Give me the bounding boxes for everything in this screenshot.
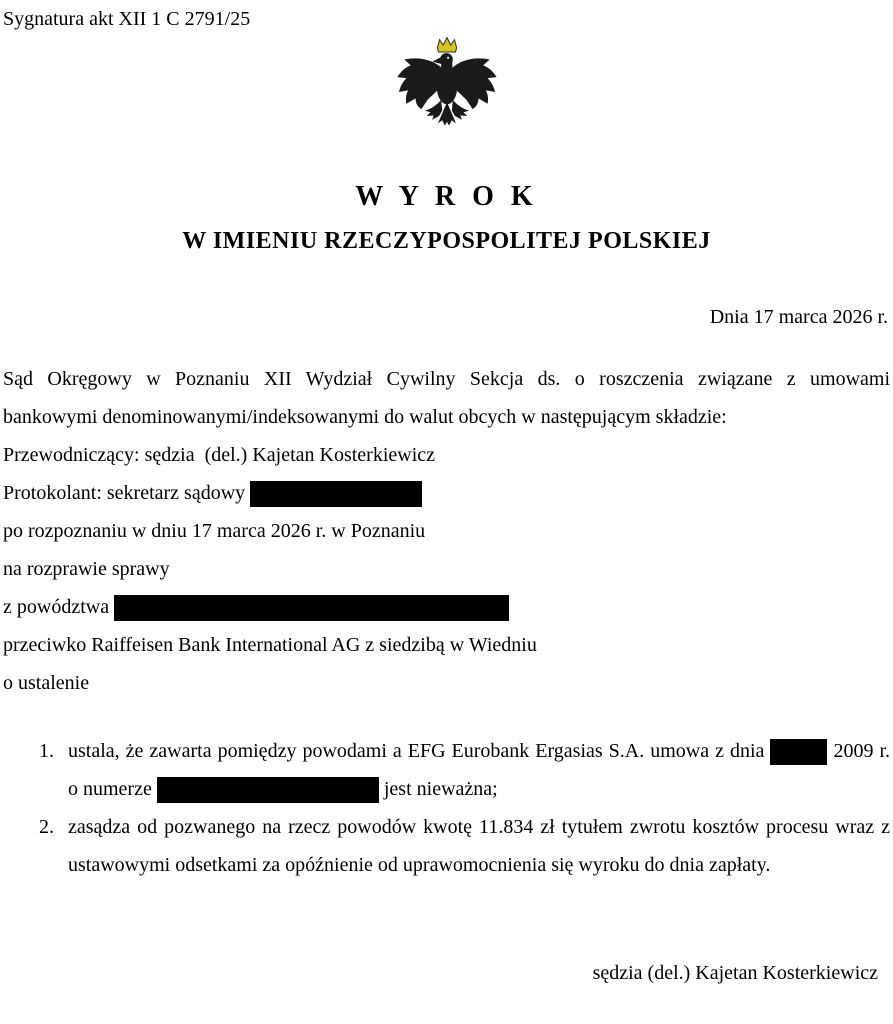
ruling-1-line-2-text: o numerze	[68, 778, 152, 800]
ruling-1-line-2-suffix: jest nieważna;	[383, 778, 498, 800]
ruling-text	[68, 732, 890, 808]
ruling-number: 1.	[39, 740, 54, 762]
court-composition-paragraph	[3, 360, 890, 436]
court-line-2: bankowymi denominowanymi/indeksowanymi do walut obcych w następującym składzie:	[3, 406, 727, 428]
ruling-item-2	[3, 808, 890, 884]
ruling-1-line-1-suffix: 2009 r.	[833, 740, 890, 762]
judge-signature: sędzia (del.) Kajetan Kosterkiewicz	[592, 962, 878, 984]
date-line: Dnia 17 marca 2026 r.	[709, 306, 888, 328]
trial-line: na rozprawie sprawy	[3, 558, 170, 580]
emblem-container	[3, 36, 890, 168]
ruling-1-line-1	[68, 732, 890, 770]
redaction-bar-clerk-name	[250, 481, 422, 507]
plaintiff-line	[3, 588, 890, 626]
judgment-subtitle: W IMIENIU RZECZYPOSPOLITEJ POLSKIEJ	[182, 228, 711, 254]
case-parties-block	[3, 436, 890, 702]
ruling-number: 2.	[39, 816, 54, 838]
court-line-1: Sąd Okręgowy w Poznaniu XII Wydział Cywilny Sekcja ds. o roszczenia związane z umowami	[3, 368, 890, 390]
case-number: Sygnatura akt XII 1 C 2791/25	[3, 8, 251, 30]
ruling-2-line-2: ustawowymi odsetkami za opóźnienie od uprawomocnienia się wyroku do dnia zapłaty.	[68, 854, 771, 876]
ruling-2-line-1: zasądza od pozwanego na rzecz powodów kwotę 11.834 zł tytułem zwrotu kosztów procesu wraz z	[68, 816, 890, 838]
redaction-bar-contract-date	[770, 739, 827, 765]
defendant-line: przeciwko Raiffeisen Bank International AG z siedzibą w Wiedniu	[3, 634, 537, 656]
clerk-label: Protokolant: sekretarz sądowy	[3, 482, 246, 504]
ruling-item-1	[3, 732, 890, 808]
judgment-title: W Y R O K	[355, 181, 538, 212]
ruling-list	[3, 732, 890, 884]
presiding-judge-line: Przewodniczący: sędzia (del.) Kajetan Kosterkiewicz	[3, 444, 436, 466]
ruling-1-line-2	[68, 770, 890, 808]
hearing-line: po rozpoznaniu w dniu 17 marca 2026 r. w Poznaniu	[3, 520, 426, 542]
plaintiff-label: z powództwa	[3, 596, 110, 618]
redaction-bar-plaintiff-name	[114, 595, 509, 621]
ruling-1-line-1-text: ustala, że zawarta pomiędzy powodami a EFG Eurobank Ergasias S.A. umowa z dnia	[68, 740, 765, 762]
polish-eagle-emblem-icon	[388, 36, 506, 164]
redaction-bar-contract-number	[157, 777, 379, 803]
clerk-line	[3, 474, 890, 512]
subject-line: o ustalenie	[3, 672, 90, 694]
ruling-text	[68, 808, 890, 884]
